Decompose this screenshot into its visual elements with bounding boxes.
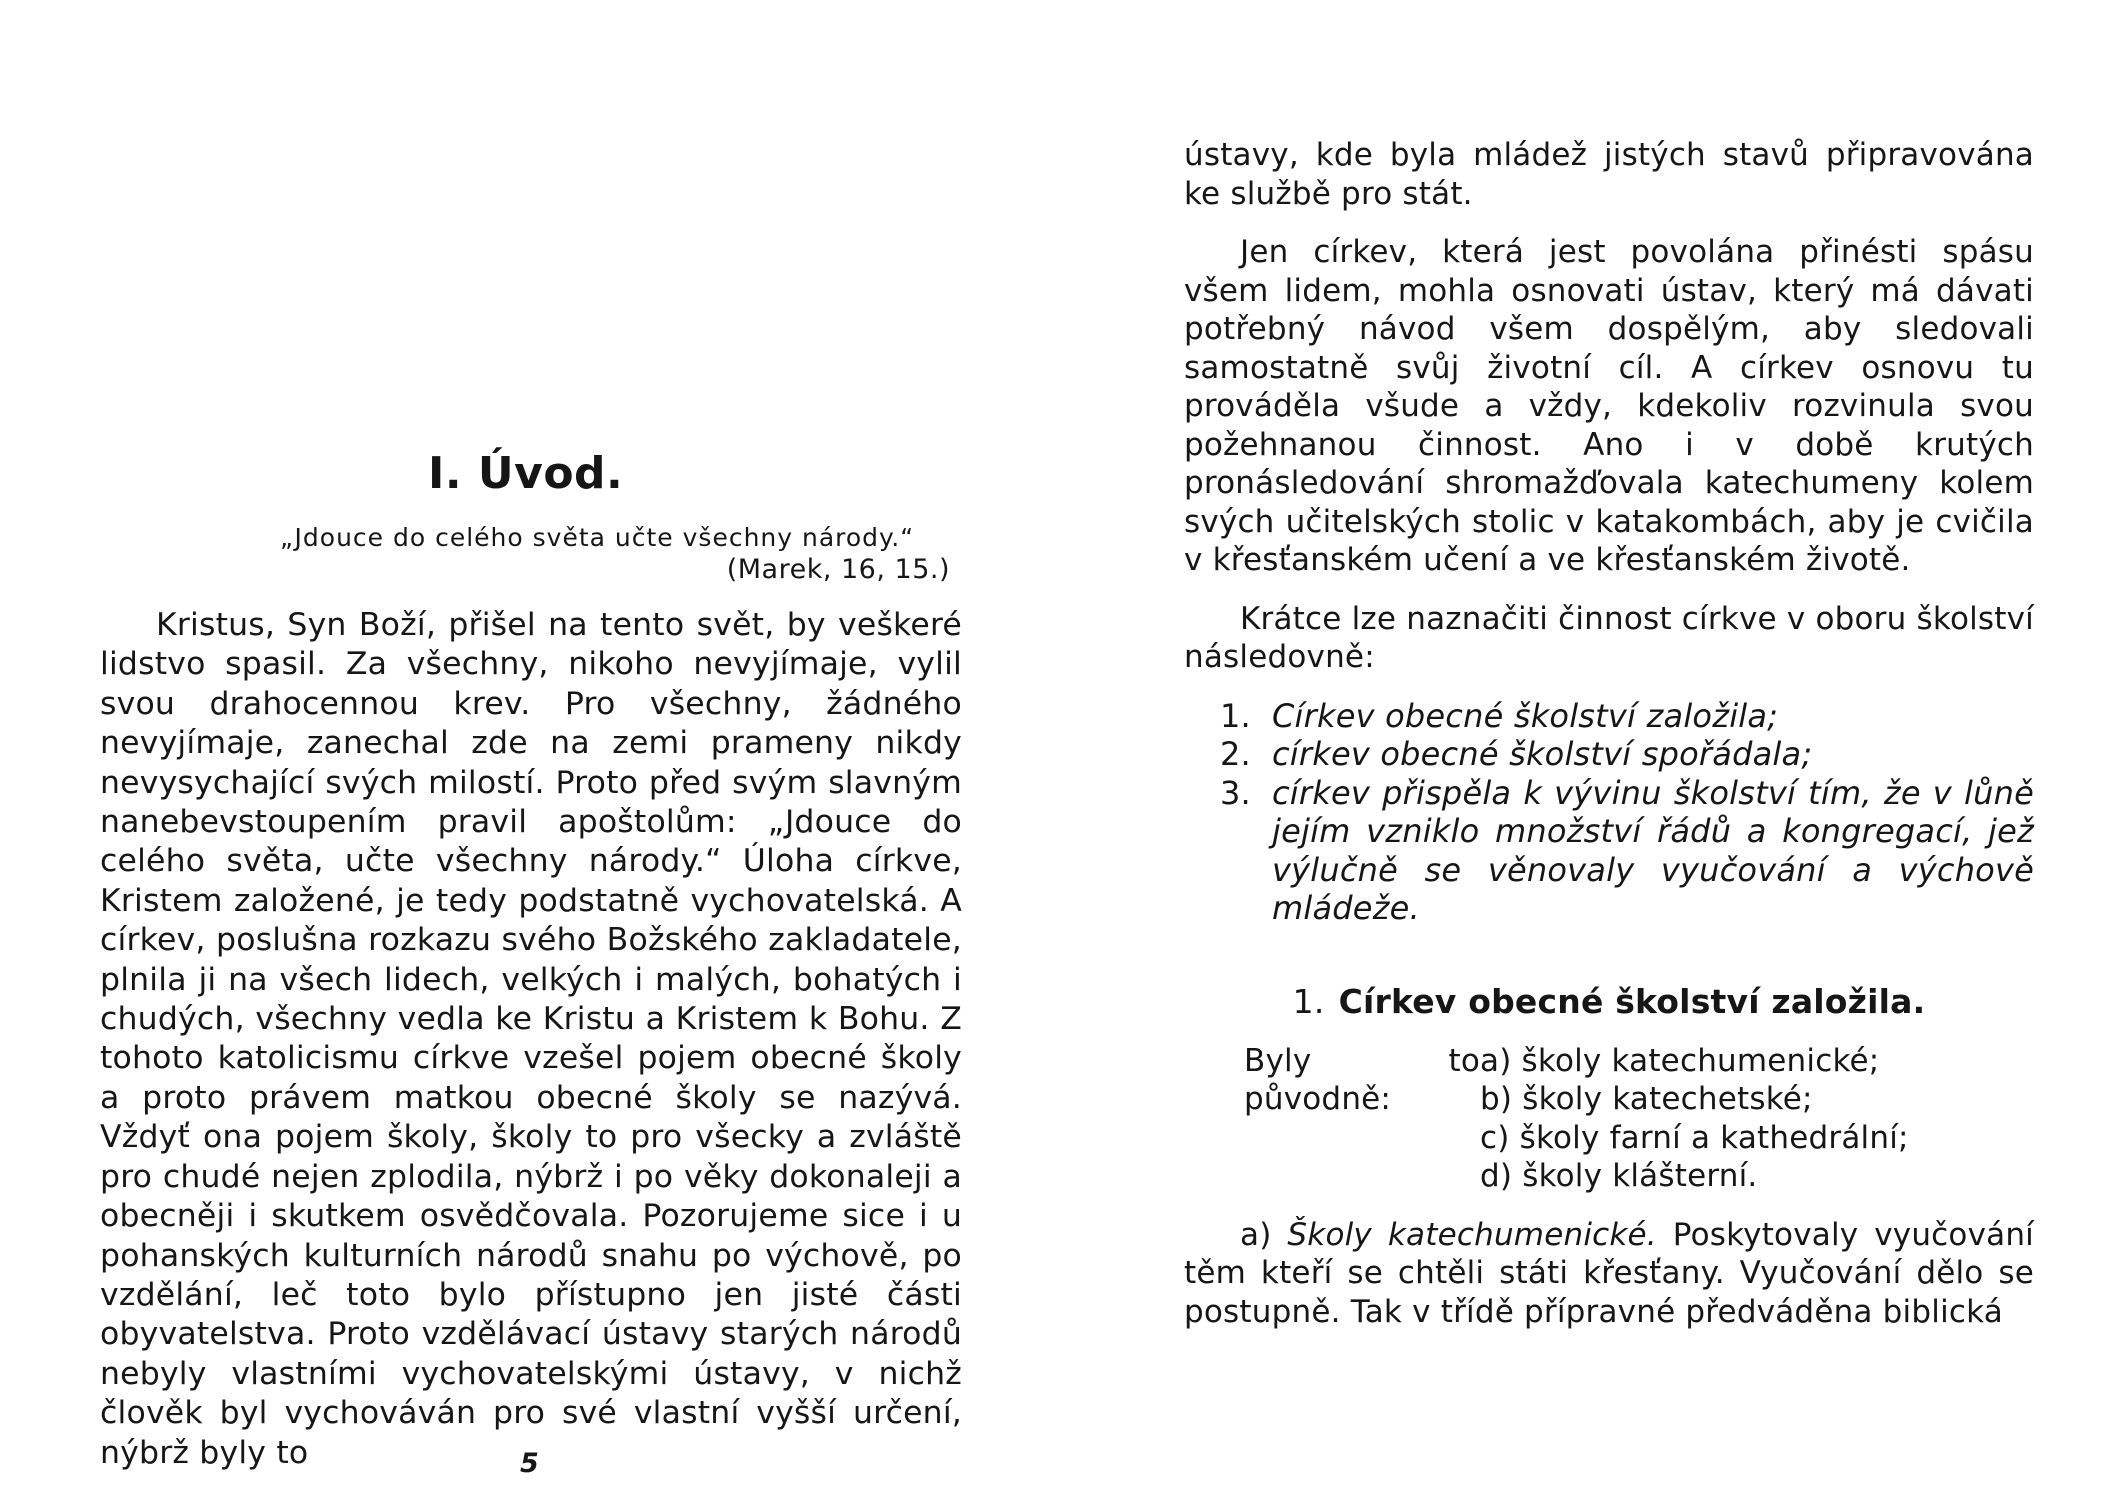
- chapter-heading: I. Úvod.: [428, 448, 624, 499]
- school-types-list: [1480, 1042, 1909, 1196]
- church-paragraph: Jen církev, která jest povolána přinésti spásu všem lidem, mohla osnovati ústav, který má dávati potřebný návod všem dospělým, aby sledovali samostatně svůj životní cíl. A církev osnovu tu prováděla všude a vždy, kdekoliv rozvinula svou požehnanou činnost. Ano i v době krutých pronásledování shromažďovala katechumeny kolem svých učitelských stolic v katakombách, aby je cvičila v křesťanském učení a ve křesťanském životě.: [1184, 234, 2034, 578]
- right-text: [1184, 136, 2034, 1331]
- list-item: d) školy klášterní.: [1480, 1158, 1758, 1194]
- intro-text: [100, 606, 962, 1473]
- summary-paragraph: Krátce lze naznačiti činnost církve v oboru školství následovně:: [1184, 600, 2034, 675]
- list-item: c) školy farní a kathedrální;: [1480, 1119, 1909, 1156]
- list-item: a) školy katechumenické;: [1480, 1042, 1880, 1079]
- list-item: 2. církev obecné školství spořádala;: [1220, 735, 1813, 773]
- section-a-paragraph: a) Školy katechumenické. Poskytovaly vyučování těm kteří se chtěli státi křesťany. Vyučování dělo se postupně. Tak v třídě přípravné předváděna biblická: [1184, 1216, 2034, 1330]
- intro-paragraph: Kristus, Syn Boží, přišel na tento svět, by veškeré lidstvo spasil. Za všechny, nikoho nevyjímaje, vylil svou drahocennou krev. Pro všechny, žádného nevyjímaje, zanechal zde na zemi prameny nikdy nevysychající svých milostí. Proto před svým slavným nanebevstoupením pravil apoštolům: „Jdouce do celého světa, učte všechny národy.“ Úloha církve, Kristem založené, je tedy podstatně vychovatelská. A církev, poslušna rozkazu svého Božského zakladatele, plnila ji na všech lidech, velkých i malých, bohatých i chudých, všechny vedla ke Kristu a Kristem k Bohu. Z tohoto katolicismu církve vzešel pojem obecné školy a proto právem matkou obecné školy se nazývá. Vždyť ona pojem školy, školy to pro všecky a zvláště pro chudé nejen zplodila, nýbrž i po věky dokonaleji a obecněji i skutkem osvědčovala. Pozorujeme sice i u pohanských kulturních národů snahu po výchově, po vzdělání, leč toto bylo přístupno jen jisté části obyvatelstva. Proto vzdělávací ústavy starých národů nebyly vlastními vychovatelskými ústavy, v nichž člověk byl vychováván pro své vlastní vyšší určení, nýbrž byly to: [100, 607, 962, 1471]
- school-types-lead: Byly to původně:: [1244, 1042, 1480, 1117]
- school-types: [1184, 1042, 2034, 1196]
- continuation-paragraph: ústavy, kde byla mládež jistých stavů připravována ke službě pro stát.: [1184, 137, 2034, 212]
- activity-list: [1184, 697, 2034, 928]
- motto: [280, 522, 950, 586]
- motto-source: (Marek, 16, 15.): [726, 554, 950, 585]
- section-heading: 1. Církev obecné školství založila.: [1292, 981, 1926, 1021]
- list-item: 1. Církev obecné školství založila;: [1220, 696, 1779, 735]
- motto-quote: „Jdouce do celého světa učte všechny národy.“: [280, 523, 915, 552]
- list-item: b) školy katechetské;: [1480, 1081, 1813, 1117]
- right-page: [1064, 0, 2128, 1500]
- page-number: 5: [520, 1448, 539, 1479]
- list-item: 3. církev přispěla k vývinu školství tím, že v lůně jejím vzniklo množství řádů a kongregací, jež výlučně se věnovaly vyučování a výchově mládeže.: [1220, 773, 2034, 927]
